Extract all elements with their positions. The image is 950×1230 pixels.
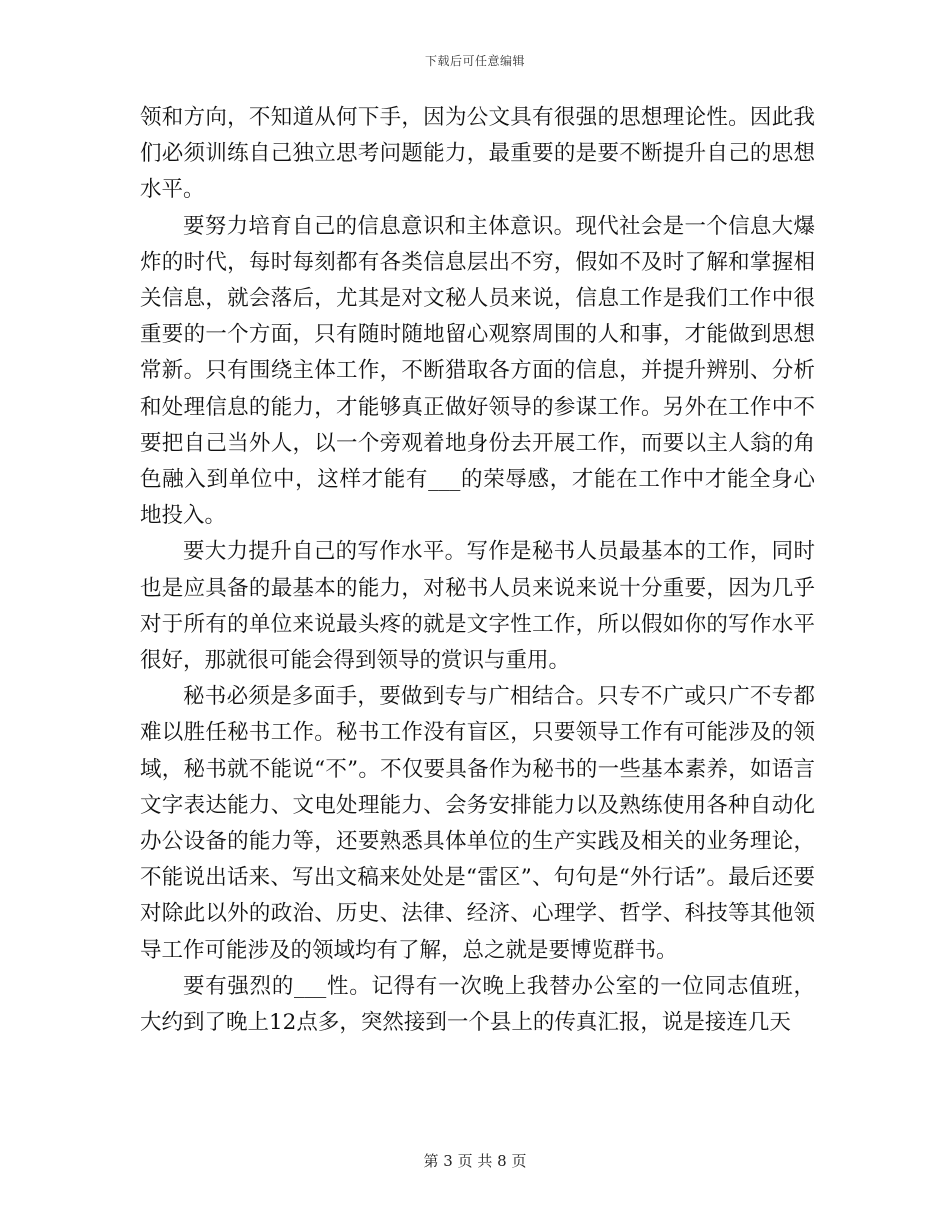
- paragraph-4: 秘书必须是多面手，要做到专与广相结合。只专不广或只广不专都难以胜任秘书工作。秘书工作没有盲区，只要领导工作有可能涉及的领域，秘书就不能说“不”。不仅要具备作为秘书的一些基本素养，如语言文字表达能力、文电处理能力、会务安排能力以及熟练使用各种自动化办公设备的能力等，还要熟悉具体单位的生产实践及相关的业务理论，不能说出话来、写出文稿来处处是“雷区”、句句是“外行话”。最后还要对除此以外的政治、历史、法律、经济、心理学、哲学、科技等其他领导工作可能涉及的领域均有了解，总之就是要博览群书。: [140, 684, 815, 963]
- document-body: [140, 100, 815, 1041]
- page-number: 第 3 页 共 8 页: [423, 1152, 527, 1170]
- paragraph-5: 要有强烈的___性。记得有一次晚上我替办公室的一位同志值班，大约到了晚上12点多，突然接到一个县上的传真汇报，说是接连几天: [140, 973, 815, 1036]
- paragraph-3: 要大力提升自己的写作水平。写作是秘书人员最基本的工作，同时也是应具备的最基本的能力，对秘书人员来说来说十分重要，因为几乎对于所有的单位来说最头疼的就是文字性工作，所以假如你的写作水平很好，那就很可能会得到领导的赏识与重用。: [140, 539, 815, 674]
- paragraph-2: 要努力培育自己的信息意识和主体意识。现代社会是一个信息大爆炸的时代，每时每刻都有各类信息层出不穷，假如不及时了解和掌握相关信息，就会落后，尤其是对文秘人员来说，信息工作是我们工作中很重要的一个方面，只有随时随地留心观察周围的人和事，才能做到思想常新。只有围绕主体工作，不断猎取各方面的信息，并提升辨别、分析和处理信息的能力，才能够真正做好领导的参谋工作。另外在工作中不要把自己当外人，以一个旁观着地身份去开展工作，而要以主人翁的角色融入到单位中，这样才能有___的荣辱感，才能在工作中才能全身心地投入。: [140, 213, 815, 529]
- paragraph-1: 领和方向，不知道从何下手，因为公文具有很强的思想理论性。因此我们必须训练自己独立思考问题能力，最重要的是要不断提升自己的思想水平。: [140, 105, 815, 203]
- page-header-note: 下载后可任意编辑: [424, 54, 525, 68]
